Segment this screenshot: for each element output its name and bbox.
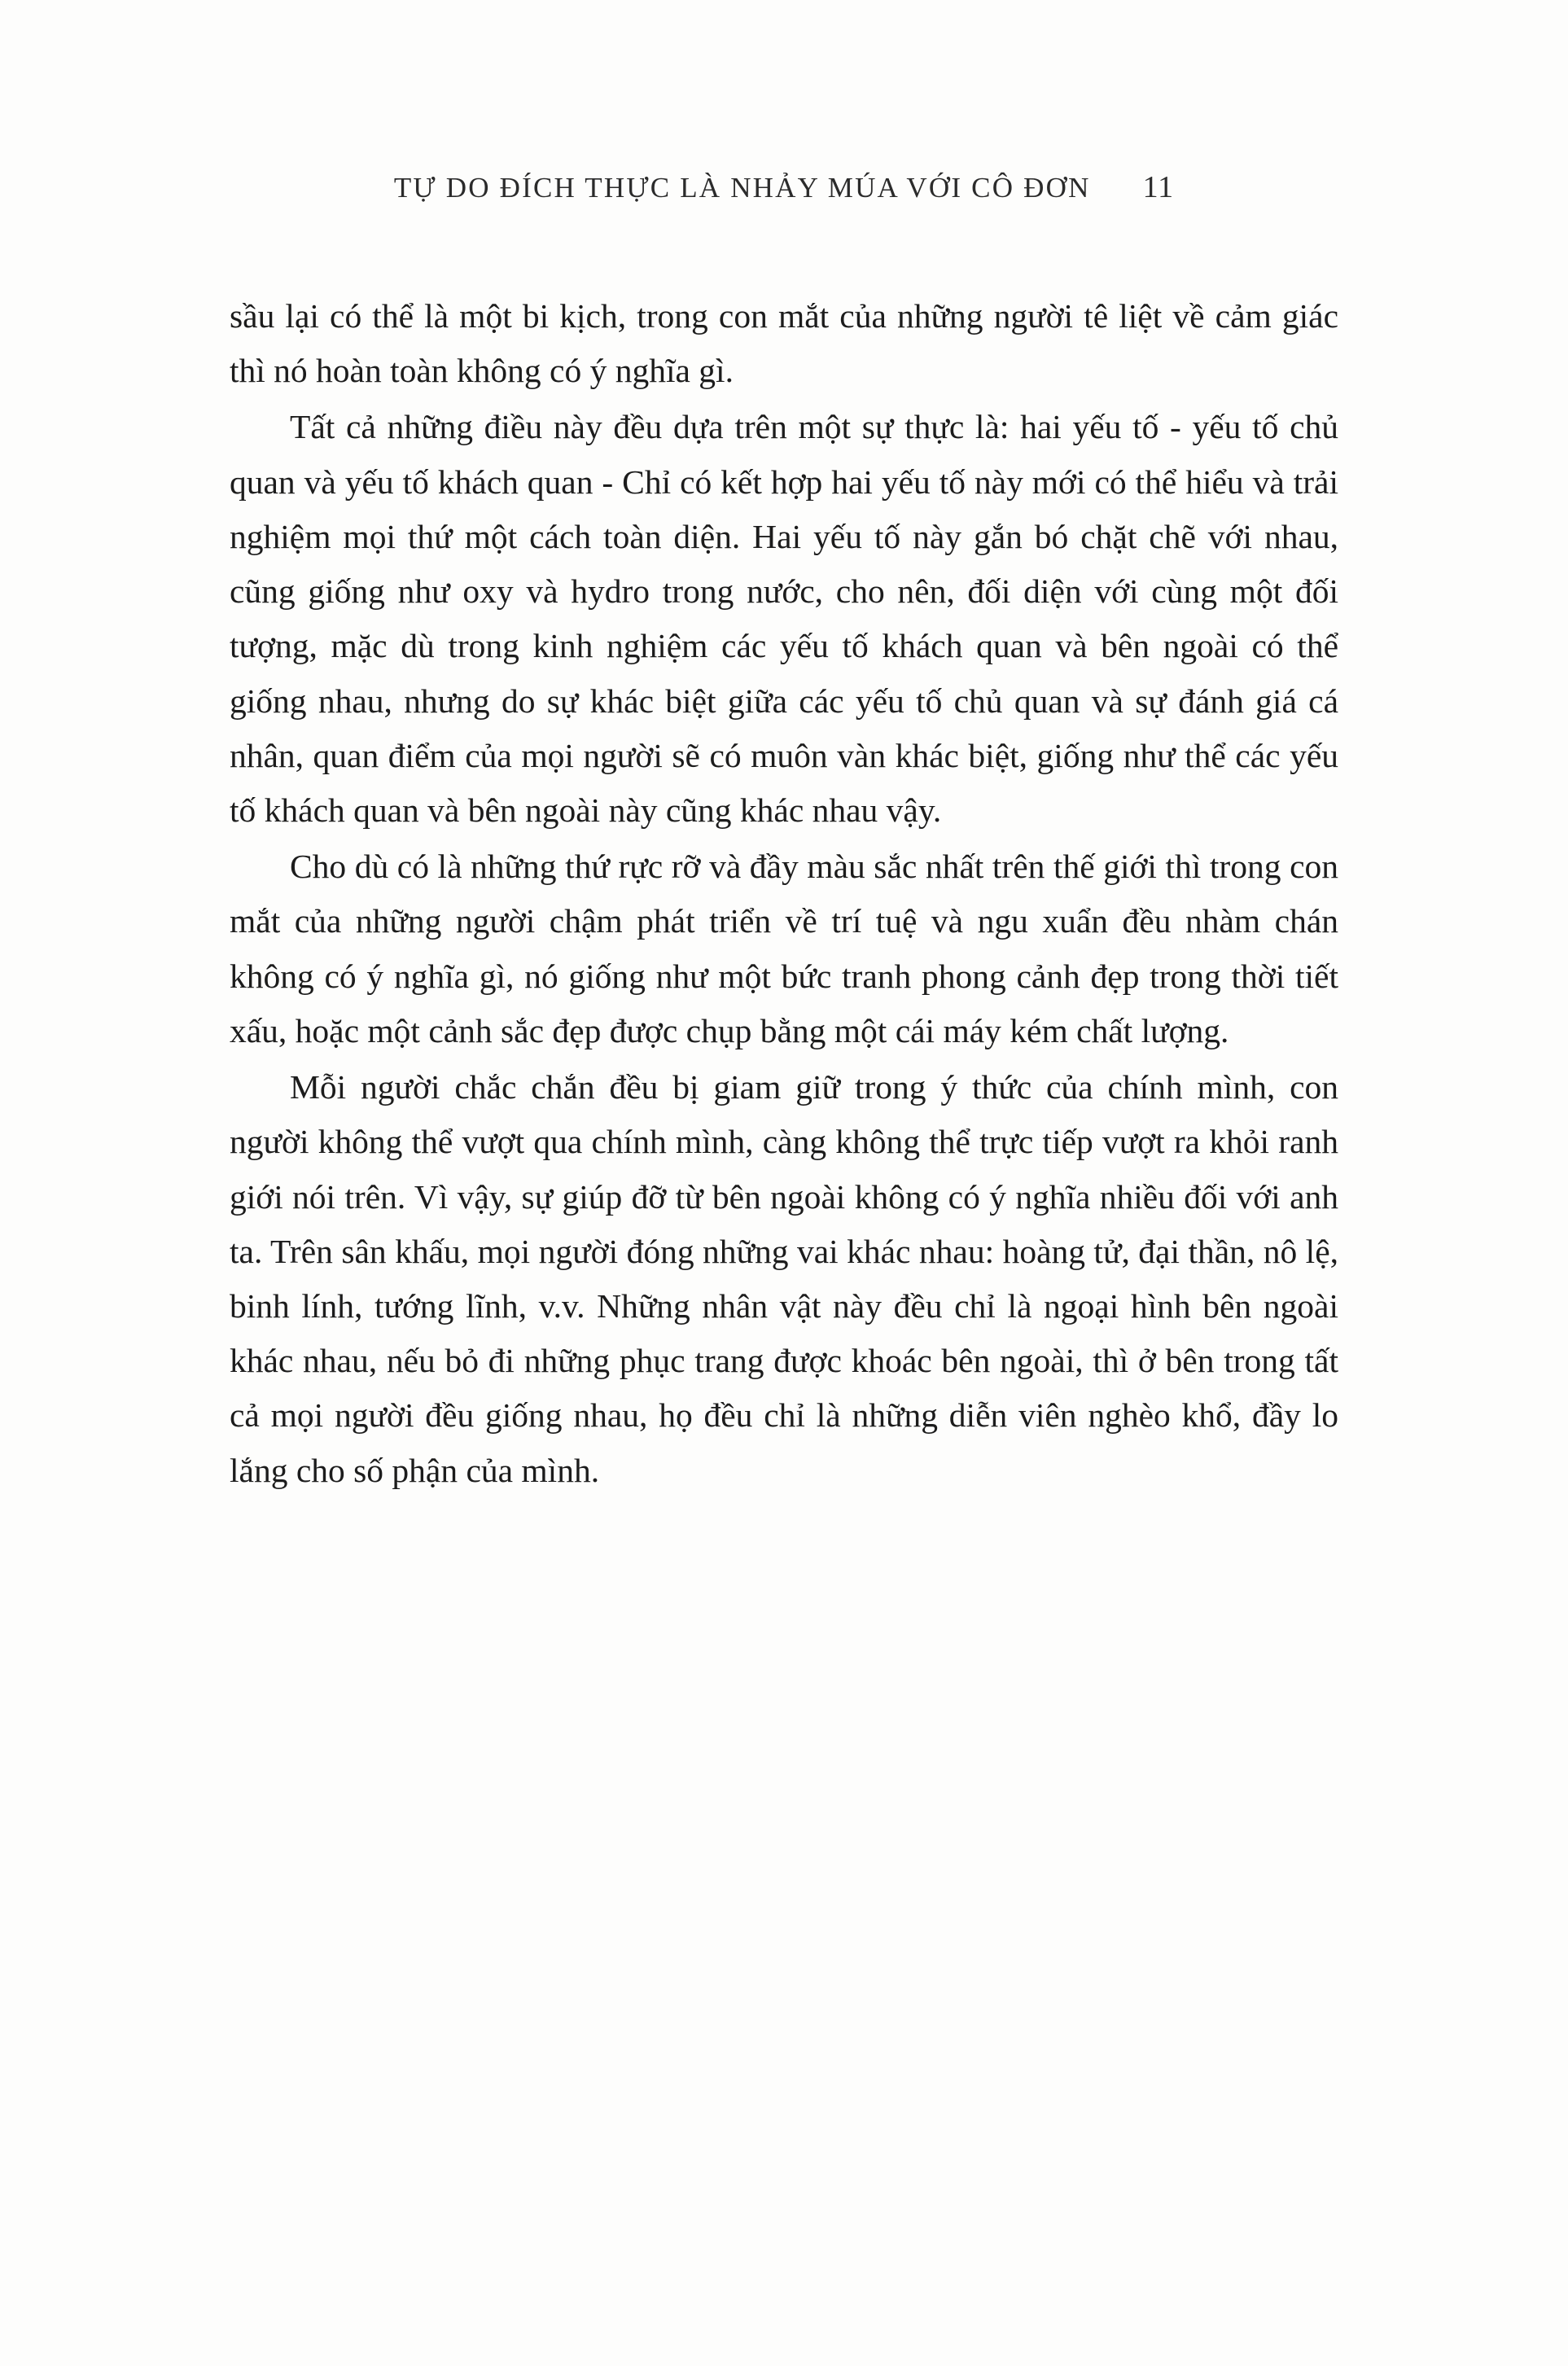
page-number: 11 bbox=[1142, 170, 1175, 204]
paragraph: Cho dù có là những thứ rực rỡ và đầy màu sắc nhất trên thế giới thì trong con mắt của những người chậm phát triển về trí tuệ và ngu xuẩn đều nhàm chán không có ý nghĩa gì, nó giống như một bức tranh phong cảnh đẹp trong thời tiết xấu, hoặc một cảnh sắc đẹp được chụp bằng một cái máy kém chất lượng. bbox=[230, 848, 1338, 1049]
paragraph: sầu lại có thể là một bi kịch, trong con mắt của những người tê liệt về cảm giác thì nó hoàn toàn không có ý nghĩa gì. bbox=[230, 297, 1338, 390]
paragraph: Mỗi người chắc chắn đều bị giam giữ trong ý thức của chính mình, con người không thể vượt qua chính mình, càng không thể trực tiếp vượt ra khỏi ranh giới nói trên. Vì vậy, sự giúp đỡ từ bên ngoài không có ý nghĩa nhiều đối với anh ta. Trên sân khấu, mọi người đóng những vai khác nhau: hoàng tử, đại thần, nô lệ, binh lính, tướng lĩnh, v.v. Những nhân vật này đều chỉ là ngoại hình bên ngoài khác nhau, nếu bỏ đi những phục trang được khoác bên ngoài, thì ở bên trong tất cả mọi người đều giống nhau, họ đều chỉ là những diễn viên nghèo khổ, đầy lo lắng cho số phận của mình. bbox=[230, 1068, 1338, 1489]
running-head bbox=[0, 169, 1568, 205]
running-head-title: TỰ DO ĐÍCH THỰC LÀ NHẢY MÚA VỚI CÔ ĐƠN bbox=[393, 172, 1091, 204]
body-text bbox=[230, 289, 1338, 1498]
paragraph: Tất cả những điều này đều dựa trên một sự thực là: hai yếu tố - yếu tố chủ quan và yếu tố khách quan - Chỉ có kết hợp hai yếu tố này mới có thể hiểu và trải nghiệm mọi thứ một cách toàn diện. Hai yếu tố này gắn bó chặt chẽ với nhau, cũng giống như oxy và hydro trong nước, cho nên, đối diện với cùng một đối tượng, mặc dù trong kinh nghiệm các yếu tố khách quan và bên ngoài có thể giống nhau, nhưng do sự khác biệt giữa các yếu tố chủ quan và sự đánh giá cá nhân, quan điểm của mọi người sẽ có muôn vàn khác biệt, giống như thể các yếu tố khách quan và bên ngoài này cũng khác nhau vậy. bbox=[230, 408, 1338, 829]
